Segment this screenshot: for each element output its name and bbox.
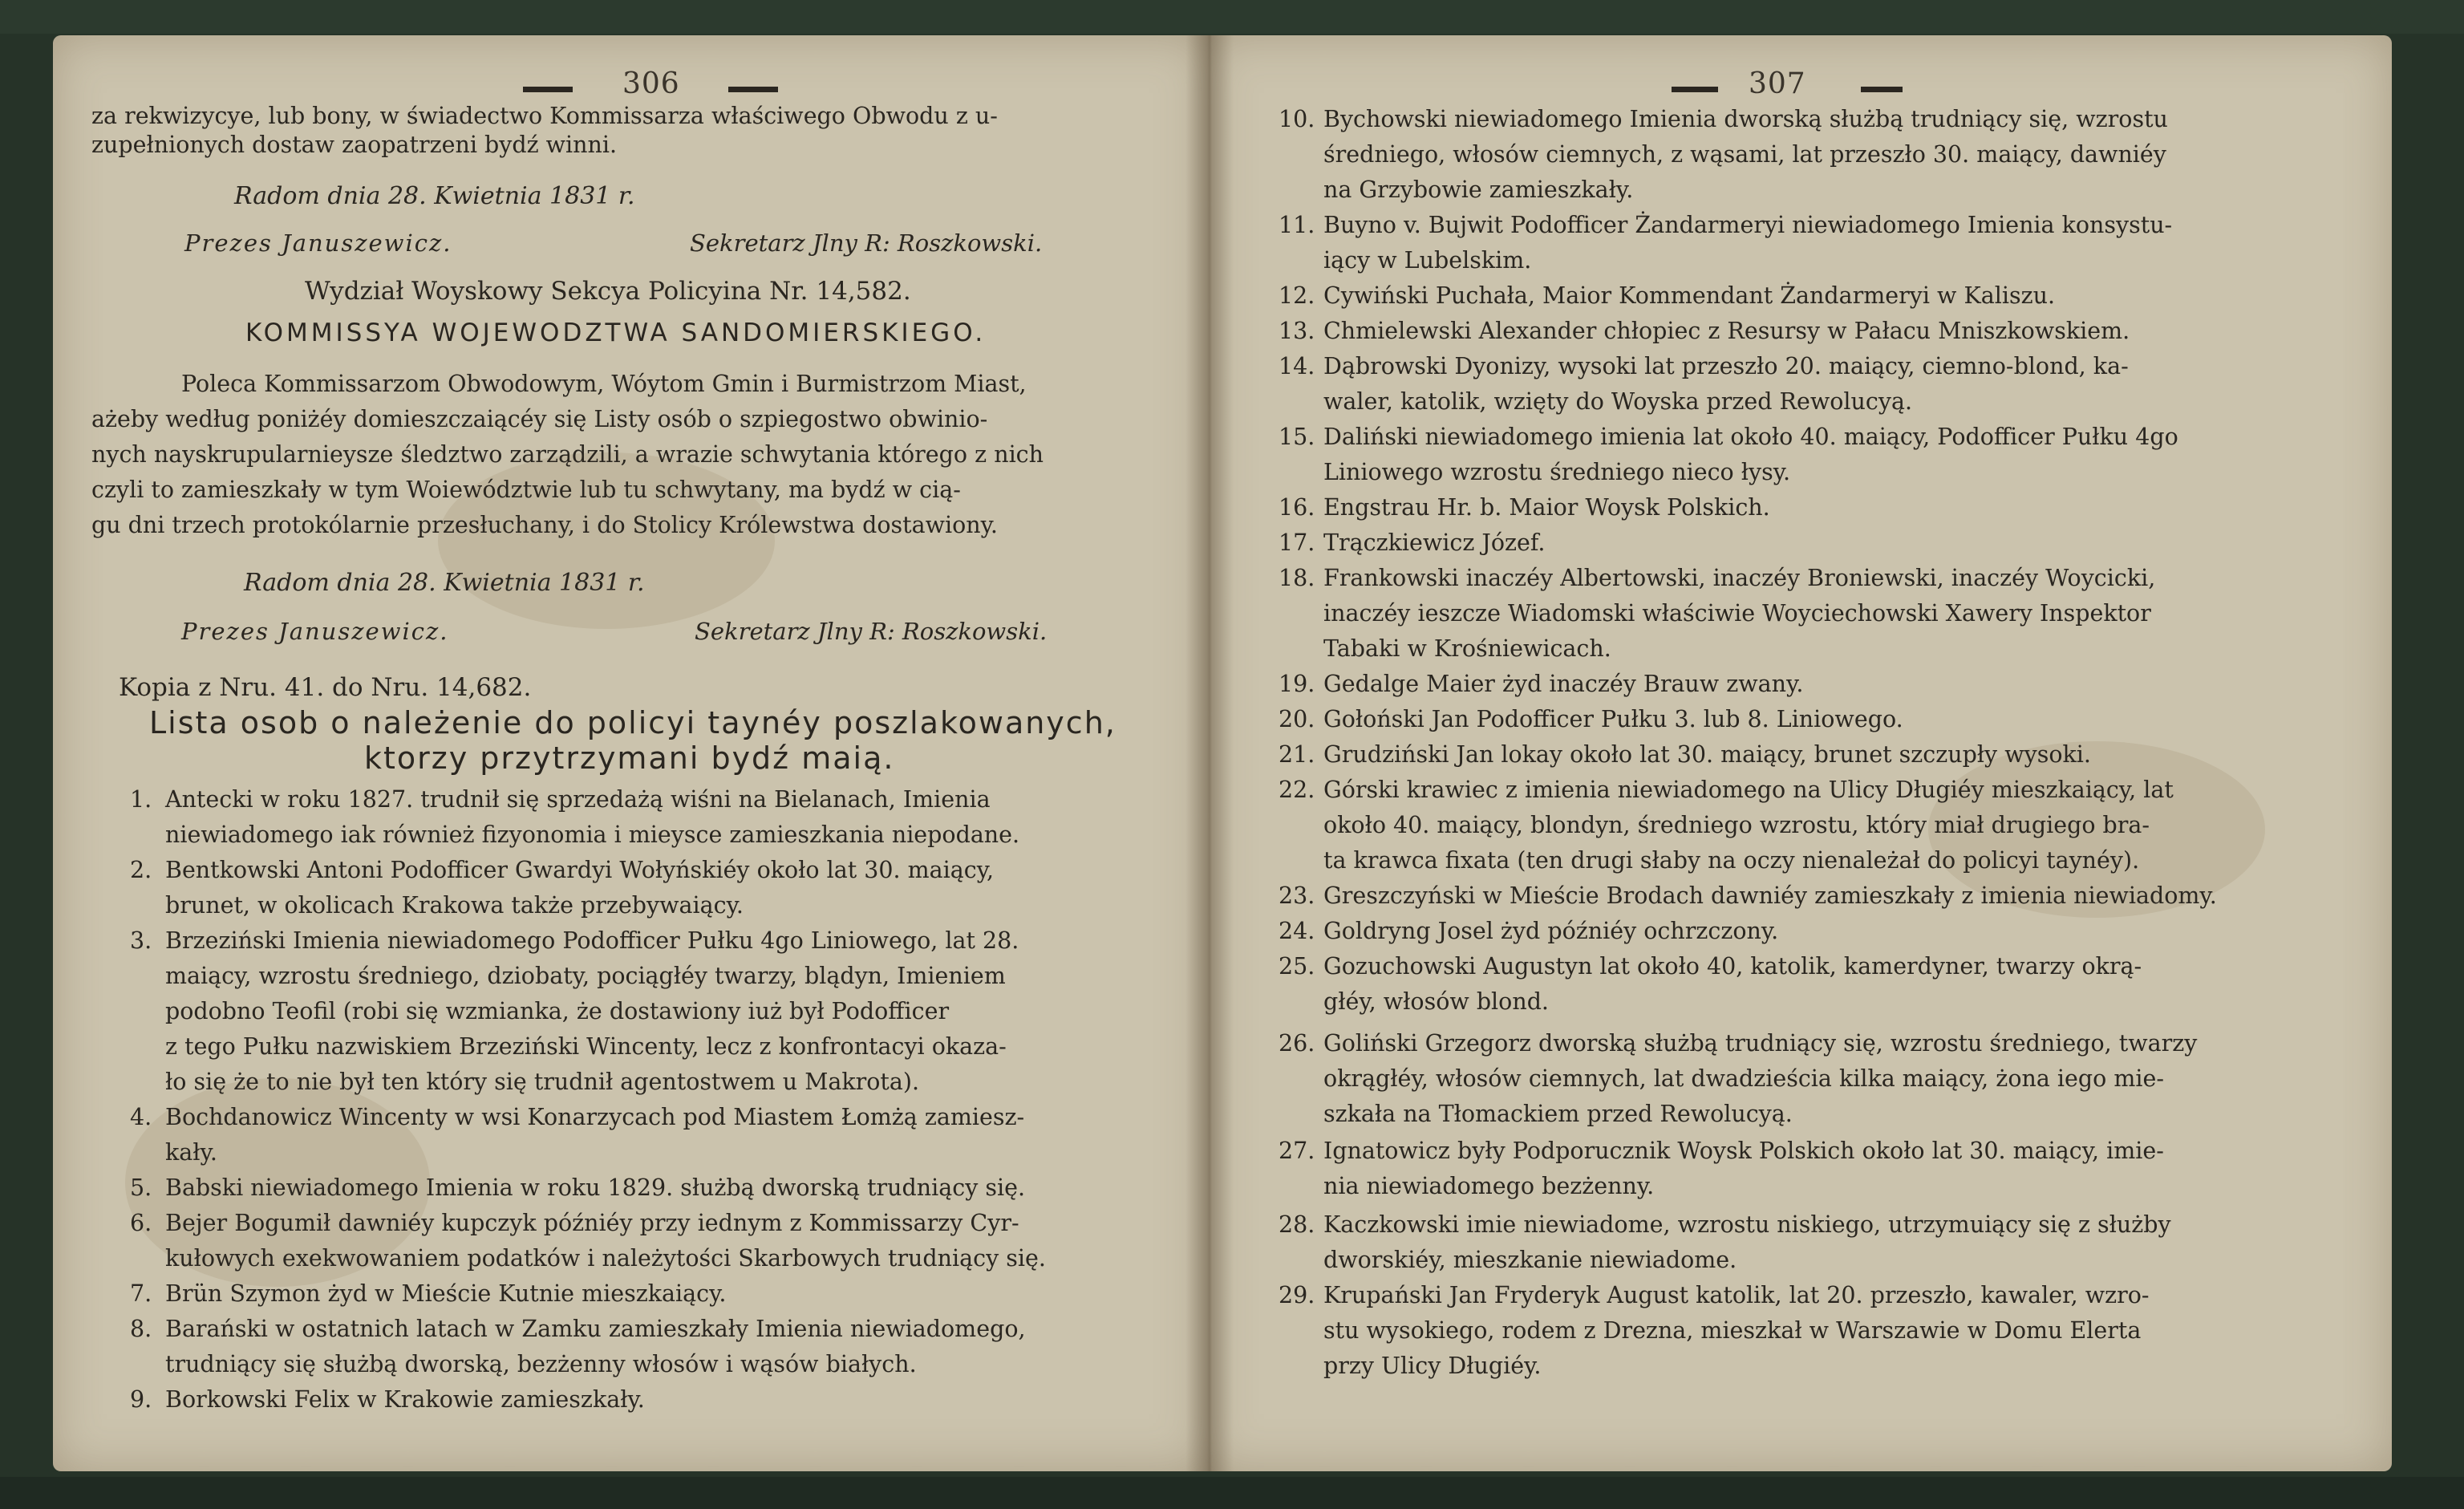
entry-number: 27. — [1279, 1138, 1315, 1164]
entry-line: stu wysokiego, rodem z Drezna, mieszkał w Warszawie w Domu Elerta — [1323, 1317, 2142, 1344]
entry-number: 19. — [1279, 671, 1315, 697]
entry-number: 14. — [1279, 353, 1315, 379]
header-rule-right-b — [1861, 87, 1903, 92]
entry-line: Gedalge Maier żyd inaczéy Brauw zwany. — [1323, 671, 1804, 697]
entry-number: 22. — [1279, 777, 1315, 803]
left-page — [53, 35, 1206, 1471]
entry-line: Barański w ostatnich latach w Zamku zamieszkały Imienia niewiadomego, — [165, 1316, 1026, 1342]
entry-number: 28. — [1279, 1211, 1315, 1238]
entry-number: 21. — [1279, 741, 1315, 768]
body-line: nych nayskrupularnieysze śledztwo zarządzili, a wrazie schwytania którego z nich — [91, 441, 1044, 468]
entry-line: Bychowski niewiadomego Imienia dworską służbą trudniący się, wzrostu — [1323, 106, 2168, 132]
entry-number: 18. — [1279, 565, 1315, 591]
intro-line: za rekwizycye, lub bony, w świadectwo Kommissarza właściwego Obwodu z u- — [91, 103, 998, 129]
body-line: Poleca Kommissarzom Obwodowym, Wóytom Gmin i Burmistrzom Miast, — [181, 371, 1027, 397]
entry-line: nia niewiadomego bezżenny. — [1323, 1173, 1655, 1199]
intro-line: zupełnionych dostaw zaopatrzeni bydź winni. — [91, 132, 618, 158]
entry-number: 7. — [130, 1280, 152, 1307]
entry-line: Bochdanowicz Wincenty w wsi Konarzycach pod Miastem Łomżą zamiesz- — [165, 1104, 1025, 1130]
entry-line: Brzeziński Imienia niewiadomego Podofficer Pułku 4go Liniowego, lat 28. — [165, 927, 1019, 954]
list-title: Lista osob o należenie do policyi taynéy poszlakowanych, — [149, 705, 1116, 740]
entry-line: Goldryng Josel żyd późniéy ochrzczony. — [1323, 918, 1779, 944]
entry-line: okrągłéy, włosów ciemnych, lat dwadzieścia kilka maiący, żona iego mie- — [1323, 1065, 2164, 1092]
entry-number: 17. — [1279, 529, 1315, 556]
entry-number: 15. — [1279, 424, 1315, 450]
entry-line: przy Ulicy Długiéy. — [1323, 1353, 1542, 1379]
entry-line: Bejer Bogumił dawniéy kupczyk późniéy przy iednym z Kommissarzy Cyr- — [165, 1210, 1019, 1236]
entry-line: Grudziński Jan lokay około lat 30. maiący, brunet szczupły wysoki. — [1323, 741, 2091, 768]
entry-line: Gołoński Jan Podofficer Pułku 3. lub 8. Liniowego. — [1323, 706, 1903, 732]
entry-line: Trączkiewicz Józef. — [1323, 529, 1546, 556]
right-page — [1206, 35, 2392, 1471]
entry-number: 23. — [1279, 882, 1315, 909]
department-heading: Wydział Woyskowy Sekcya Policyina Nr. 14,582. — [305, 277, 911, 306]
president-signature: Prezes Januszewicz. — [181, 618, 449, 645]
entry-number: 10. — [1279, 106, 1315, 132]
entry-number: 26. — [1279, 1030, 1315, 1057]
entry-line: Frankowski inaczéy Albertowski, inaczéy Broniewski, inaczéy Woycicki, — [1323, 565, 2156, 591]
scan-background-bottom — [0, 1477, 2464, 1509]
entry-line: iący w Lubelskim. — [1323, 247, 1532, 274]
entry-line: Daliński niewiadomego imienia lat około 40. maiący, Podofficer Pułku 4go — [1323, 424, 2178, 450]
entry-line: Kaczkowski imie niewiadome, wzrostu niskiego, utrzymuiący się z służby — [1323, 1211, 2171, 1238]
entry-line: dworskiéy, mieszkanie niewiadome. — [1323, 1247, 1737, 1273]
copy-reference: Kopia z Nru. 41. do Nru. 14,682. — [119, 673, 532, 702]
entry-line: Tabaki w Krośniewicach. — [1323, 635, 1611, 662]
entry-number: 16. — [1279, 494, 1315, 521]
entry-line: podobno Teofil (robi się wzmianka, że dostawiony iuż był Podofficer — [165, 998, 950, 1024]
secretary-signature: Sekretarz Jlny R: Roszkowski. — [695, 618, 1048, 645]
header-rule-left-b — [728, 87, 778, 92]
entry-number: 24. — [1279, 918, 1315, 944]
entry-line: Górski krawiec z imienia niewiadomego na Ulicy Długiéy mieszkaiący, lat — [1323, 777, 2174, 803]
body-line: ażeby według poniżéy domieszczaiącéy się Listy osób o szpiegostwo obwinio- — [91, 406, 988, 432]
entry-line: trudniący się służbą dworską, bezżenny włosów i wąsów białych. — [165, 1351, 917, 1377]
entry-number: 13. — [1279, 318, 1315, 344]
entry-number: 3. — [130, 927, 152, 954]
entry-number: 29. — [1279, 1282, 1315, 1308]
entry-number: 1. — [130, 786, 152, 813]
entry-line: Engstrau Hr. b. Maior Woysk Polskich. — [1323, 494, 1770, 521]
left-page-number: 306 — [622, 67, 680, 100]
entry-line: Borkowski Felix w Krakowie zamieszkały. — [165, 1386, 645, 1413]
entry-number: 20. — [1279, 706, 1315, 732]
entry-line: Ignatowicz były Podporucznik Woysk Polskich około lat 30. maiący, imie- — [1323, 1138, 2164, 1164]
entry-number: 8. — [130, 1316, 152, 1342]
scan-background-top — [0, 0, 2464, 34]
entry-line: waler, katolik, wzięty do Woyska przed Rewolucyą. — [1323, 388, 1913, 415]
entry-line: Buyno v. Bujwit Podofficer Żandarmeryi niewiadomego Imienia konsystu- — [1323, 212, 2173, 238]
entry-line: Chmielewski Alexander chłopiec z Resursy w Pałacu Mniszkowskiem. — [1323, 318, 2130, 344]
entry-line: ta krawca fixata (ten drugi słaby na oczy nienależał do policyi taynéy). — [1323, 847, 2140, 874]
entry-line: Dąbrowski Dyonizy, wysoki lat przeszło 20. maiący, ciemno-blond, ka- — [1323, 353, 2129, 379]
entry-number: 12. — [1279, 282, 1315, 309]
entry-number: 5. — [130, 1174, 152, 1201]
place-date: Radom dnia 28. Kwietnia 1831 r. — [234, 182, 635, 210]
entry-line: Bentkowski Antoni Podofficer Gwardyi Wołyńskiéy około lat 30. maiący, — [165, 857, 995, 883]
entry-line: Brün Szymon żyd w Mieście Kutnie mieszkaiący. — [165, 1280, 727, 1307]
entry-line: szkała na Tłomackiem przed Rewolucyą. — [1323, 1101, 1793, 1127]
body-line: czyli to zamieszkały w tym Woiewództwie lub tu schwytany, ma bydź w cią- — [91, 477, 961, 503]
entry-line: Liniowego wzrostu średniego nieco łysy. — [1323, 459, 1791, 485]
entry-number: 9. — [130, 1386, 152, 1413]
entry-line: inaczéy ieszcze Wiadomski właściwie Woyciechowski Xawery Inspektor — [1323, 600, 2151, 627]
entry-line: Cywiński Puchała, Maior Kommendant Żandarmeryi w Kaliszu. — [1323, 282, 2056, 309]
entry-line: Goliński Grzegorz dworską służbą trudniący się, wzrostu średniego, twarzy — [1323, 1030, 2198, 1057]
entry-line: z tego Pułku nazwiskiem Brzeziński Wincenty, lecz z konfrontacyi okaza- — [165, 1033, 1007, 1060]
entry-line: niewiadomego iak również fizyonomia i mieysce zamieszkania niepodane. — [165, 821, 1020, 848]
body-line: gu dni trzech protokólarnie przesłuchany, i do Stolicy Królewstwa dostawiony. — [91, 512, 998, 538]
entry-number: 11. — [1279, 212, 1315, 238]
header-rule-right-a — [1672, 87, 1718, 92]
entry-line: około 40. maiący, blondyn, średniego wzrostu, który miał drugiego bra- — [1323, 812, 2150, 838]
entry-line: kały. — [165, 1139, 217, 1166]
entry-line: Babski niewiadomego Imienia w roku 1829. służbą dworską trudniący się. — [165, 1174, 1026, 1201]
entry-number: 4. — [130, 1104, 152, 1130]
book-gutter — [1185, 35, 1234, 1471]
entry-line: Gozuchowski Augustyn lat około 40, katolik, kamerdyner, twarzy okrą- — [1323, 953, 2142, 980]
header-rule-left-a — [523, 87, 573, 92]
secretary-signature: Sekretarz Jlny R: Roszkowski. — [690, 229, 1043, 257]
place-date: Radom dnia 28. Kwietnia 1831 r. — [244, 569, 645, 597]
entry-line: Antecki w roku 1827. trudnił się sprzedażą wiśni na Bielanach, Imienia — [165, 786, 991, 813]
entry-line: Greszczyński w Mieście Brodach dawniéy zamieszkały z imienia niewiadomy. — [1323, 882, 2217, 909]
entry-line: maiący, wzrostu średniego, dziobaty, pociągłéy twarzy, blądyn, Imieniem — [165, 963, 1006, 989]
president-signature: Prezes Januszewicz. — [184, 229, 452, 257]
entry-number: 6. — [130, 1210, 152, 1236]
entry-number: 2. — [130, 857, 152, 883]
entry-line: głéy, włosów blond. — [1323, 988, 1549, 1015]
list-subtitle: ktorzy przytrzymani bydź maią. — [364, 740, 895, 776]
entry-line: ło się że to nie był ten który się trudnił agentostwem u Makrota). — [165, 1069, 920, 1095]
entry-line: średniego, włosów ciemnych, z wąsami, lat przeszło 30. maiący, dawniéy — [1323, 141, 2166, 168]
entry-line: Krupański Jan Fryderyk August katolik, lat 20. przeszło, kawaler, wzro- — [1323, 1282, 2150, 1308]
right-page-number: 307 — [1749, 67, 1806, 100]
entry-number: 25. — [1279, 953, 1315, 980]
commission-heading: KOMMISSYA WOJEWODZTWA SANDOMIERSKIEGO. — [245, 318, 987, 347]
entry-line: na Grzybowie zamieszkały. — [1323, 176, 1634, 203]
entry-line: brunet, w okolicach Krakowa także przebywaiący. — [165, 892, 744, 919]
entry-line: kułowych exekwowaniem podatków i należytości Skarbowych trudniący się. — [165, 1245, 1046, 1272]
